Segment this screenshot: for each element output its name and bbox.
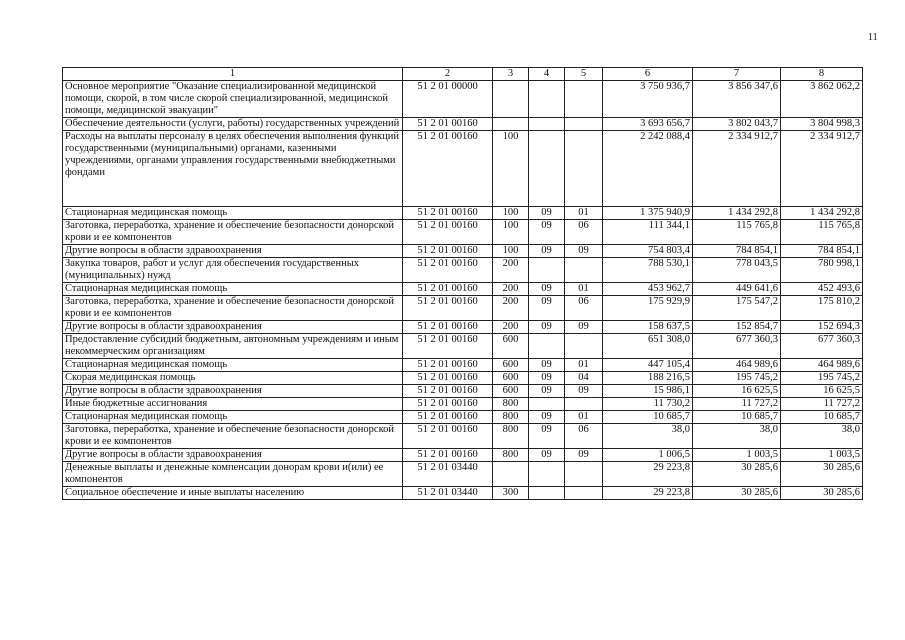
header-cell: 7 [693, 68, 781, 81]
row-value-cell: 3 693 656,7 [603, 118, 693, 131]
row-value-cell: 115 765,8 [693, 220, 781, 245]
row-name-cell: Заготовка, переработка, хранение и обеспечение безопасности донорской крови и ее компонентов [63, 424, 403, 449]
row-code-cell: 51 2 01 00160 [403, 385, 493, 398]
table-row [63, 296, 863, 321]
row-pr-cell: 06 [565, 424, 603, 449]
row-pr-cell: 09 [565, 321, 603, 334]
row-value-cell: 464 989,6 [693, 359, 781, 372]
row-value-cell: 453 962,7 [603, 283, 693, 296]
row-code-cell: 51 2 01 03440 [403, 462, 493, 487]
row-code-cell: 51 2 01 00160 [403, 411, 493, 424]
row-rz-cell [529, 334, 565, 359]
row-value-cell: 780 998,1 [781, 258, 863, 283]
row-name-cell: Социальное обеспечение и иные выплаты населению [63, 487, 403, 500]
row-pr-cell: 01 [565, 359, 603, 372]
table-row [63, 462, 863, 487]
row-name-cell: Стационарная медицинская помощь [63, 411, 403, 424]
row-name-cell: Другие вопросы в области здравоохранения [63, 245, 403, 258]
row-vr-cell: 100 [493, 220, 529, 245]
row-rz-cell: 09 [529, 283, 565, 296]
row-code-cell: 51 2 01 00160 [403, 372, 493, 385]
row-value-cell: 2 334 912,7 [781, 131, 863, 207]
row-value-cell: 464 989,6 [781, 359, 863, 372]
row-code-cell: 51 2 01 00160 [403, 258, 493, 283]
table-row [63, 283, 863, 296]
row-value-cell: 778 043,5 [693, 258, 781, 283]
row-name-cell: Иные бюджетные ассигнования [63, 398, 403, 411]
row-value-cell: 15 986,1 [603, 385, 693, 398]
row-value-cell: 1 434 292,8 [781, 207, 863, 220]
row-rz-cell [529, 398, 565, 411]
row-value-cell: 1 375 940,9 [603, 207, 693, 220]
row-name-cell: Расходы на выплаты персоналу в целях обеспечения выполнения функций государственными (муниципальными) органами, казенными учреждениями, органами управления государственными внебюджетными фондами [63, 131, 403, 207]
row-pr-cell [565, 131, 603, 207]
row-vr-cell: 100 [493, 131, 529, 207]
row-value-cell: 11 730,2 [603, 398, 693, 411]
header-cell: 4 [529, 68, 565, 81]
row-value-cell: 38,0 [781, 424, 863, 449]
table-row [63, 220, 863, 245]
table-row [63, 334, 863, 359]
table-row [63, 118, 863, 131]
row-name-cell: Стационарная медицинская помощь [63, 207, 403, 220]
row-rz-cell: 09 [529, 372, 565, 385]
row-value-cell: 788 530,1 [603, 258, 693, 283]
header-cell: 1 [63, 68, 403, 81]
header-cell: 6 [603, 68, 693, 81]
row-vr-cell: 800 [493, 449, 529, 462]
row-value-cell: 175 929,9 [603, 296, 693, 321]
row-code-cell: 51 2 01 00160 [403, 424, 493, 449]
row-value-cell: 38,0 [693, 424, 781, 449]
row-rz-cell: 09 [529, 321, 565, 334]
row-pr-cell: 09 [565, 245, 603, 258]
table-row [63, 258, 863, 283]
header-cell: 2 [403, 68, 493, 81]
row-code-cell: 51 2 01 00160 [403, 359, 493, 372]
row-value-cell: 11 727,2 [781, 398, 863, 411]
row-value-cell: 10 685,7 [603, 411, 693, 424]
row-vr-cell [493, 462, 529, 487]
table-row [63, 449, 863, 462]
row-rz-cell: 09 [529, 220, 565, 245]
row-value-cell: 11 727,2 [693, 398, 781, 411]
row-value-cell: 175 547,2 [693, 296, 781, 321]
row-value-cell: 30 285,6 [693, 487, 781, 500]
row-code-cell: 51 2 01 00160 [403, 449, 493, 462]
row-pr-cell: 01 [565, 411, 603, 424]
row-pr-cell: 09 [565, 385, 603, 398]
row-value-cell: 29 223,8 [603, 462, 693, 487]
row-pr-cell [565, 487, 603, 500]
table-row [63, 81, 863, 118]
row-rz-cell [529, 118, 565, 131]
row-name-cell: Закупка товаров, работ и услуг для обеспечения государственных (муниципальных) нужд [63, 258, 403, 283]
row-value-cell: 651 308,0 [603, 334, 693, 359]
row-rz-cell: 09 [529, 296, 565, 321]
row-value-cell: 115 765,8 [781, 220, 863, 245]
header-cell: 3 [493, 68, 529, 81]
row-rz-cell: 09 [529, 245, 565, 258]
row-value-cell: 195 745,2 [693, 372, 781, 385]
table-row [63, 411, 863, 424]
row-value-cell: 10 685,7 [781, 411, 863, 424]
row-code-cell: 51 2 01 00000 [403, 81, 493, 118]
row-rz-cell: 09 [529, 411, 565, 424]
table-body [63, 81, 863, 500]
row-pr-cell: 01 [565, 207, 603, 220]
row-value-cell: 16 625,5 [781, 385, 863, 398]
row-vr-cell: 100 [493, 245, 529, 258]
row-name-cell: Стационарная медицинская помощь [63, 283, 403, 296]
row-code-cell: 51 2 01 03440 [403, 487, 493, 500]
row-value-cell: 152 854,7 [693, 321, 781, 334]
row-code-cell: 51 2 01 00160 [403, 334, 493, 359]
row-rz-cell: 09 [529, 207, 565, 220]
row-rz-cell [529, 131, 565, 207]
row-vr-cell: 200 [493, 283, 529, 296]
row-vr-cell: 600 [493, 359, 529, 372]
row-vr-cell: 800 [493, 424, 529, 449]
row-name-cell: Другие вопросы в области здравоохранения [63, 385, 403, 398]
row-name-cell: Заготовка, переработка, хранение и обеспечение безопасности донорской крови и ее компонентов [63, 296, 403, 321]
row-vr-cell: 200 [493, 321, 529, 334]
header-cell: 8 [781, 68, 863, 81]
table-row [63, 424, 863, 449]
row-name-cell: Основное мероприятие "Оказание специализированной медицинской помощи, скорой, в том числе скорой специализированной, медицинской помощи, медицинской эвакуации" [63, 81, 403, 118]
row-pr-cell [565, 258, 603, 283]
row-code-cell: 51 2 01 00160 [403, 220, 493, 245]
row-value-cell: 175 810,2 [781, 296, 863, 321]
row-vr-cell: 800 [493, 411, 529, 424]
row-code-cell: 51 2 01 00160 [403, 398, 493, 411]
row-pr-cell [565, 398, 603, 411]
table-row [63, 207, 863, 220]
row-vr-cell: 100 [493, 207, 529, 220]
row-code-cell: 51 2 01 00160 [403, 245, 493, 258]
row-code-cell: 51 2 01 00160 [403, 118, 493, 131]
table-row [63, 487, 863, 500]
table-row [63, 245, 863, 258]
table-row [63, 321, 863, 334]
table-row [63, 359, 863, 372]
row-value-cell: 30 285,6 [693, 462, 781, 487]
table-row [63, 131, 863, 207]
row-code-cell: 51 2 01 00160 [403, 207, 493, 220]
row-rz-cell: 09 [529, 449, 565, 462]
row-value-cell: 3 802 043,7 [693, 118, 781, 131]
row-value-cell: 2 334 912,7 [693, 131, 781, 207]
row-value-cell: 784 854,1 [781, 245, 863, 258]
row-value-cell: 188 216,5 [603, 372, 693, 385]
row-pr-cell: 01 [565, 283, 603, 296]
row-name-cell: Другие вопросы в области здравоохранения [63, 449, 403, 462]
row-rz-cell: 09 [529, 359, 565, 372]
row-value-cell: 3 750 936,7 [603, 81, 693, 118]
row-pr-cell: 06 [565, 220, 603, 245]
row-name-cell: Другие вопросы в области здравоохранения [63, 321, 403, 334]
row-value-cell: 3 862 062,2 [781, 81, 863, 118]
row-name-cell: Заготовка, переработка, хранение и обеспечение безопасности донорской крови и ее компонентов [63, 220, 403, 245]
row-value-cell: 677 360,3 [781, 334, 863, 359]
row-value-cell: 449 641,6 [693, 283, 781, 296]
row-rz-cell [529, 258, 565, 283]
row-code-cell: 51 2 01 00160 [403, 283, 493, 296]
row-rz-cell: 09 [529, 385, 565, 398]
row-vr-cell [493, 118, 529, 131]
row-name-cell: Денежные выплаты и денежные компенсации донорам крови и(или) ее компонентов [63, 462, 403, 487]
row-vr-cell: 800 [493, 398, 529, 411]
row-value-cell: 29 223,8 [603, 487, 693, 500]
row-name-cell: Обеспечение деятельности (услуги, работы) государственных учреждений [63, 118, 403, 131]
row-value-cell: 3 856 347,6 [693, 81, 781, 118]
row-pr-cell [565, 334, 603, 359]
row-pr-cell [565, 462, 603, 487]
row-code-cell: 51 2 01 00160 [403, 321, 493, 334]
row-rz-cell [529, 462, 565, 487]
row-value-cell: 38,0 [603, 424, 693, 449]
table-row [63, 398, 863, 411]
row-value-cell: 30 285,6 [781, 462, 863, 487]
row-rz-cell [529, 81, 565, 118]
page-number: 11 [868, 32, 878, 43]
table-row [63, 385, 863, 398]
row-value-cell: 158 637,5 [603, 321, 693, 334]
row-pr-cell [565, 118, 603, 131]
row-pr-cell [565, 81, 603, 118]
row-value-cell: 30 285,6 [781, 487, 863, 500]
header-cell: 5 [565, 68, 603, 81]
row-code-cell: 51 2 01 00160 [403, 131, 493, 207]
row-value-cell: 677 360,3 [693, 334, 781, 359]
row-value-cell: 16 625,5 [693, 385, 781, 398]
budget-table [62, 67, 863, 500]
row-value-cell: 447 105,4 [603, 359, 693, 372]
row-value-cell: 111 344,1 [603, 220, 693, 245]
row-vr-cell: 200 [493, 258, 529, 283]
row-rz-cell [529, 487, 565, 500]
row-value-cell: 754 803,4 [603, 245, 693, 258]
row-vr-cell: 300 [493, 487, 529, 500]
row-value-cell: 1 003,5 [693, 449, 781, 462]
row-vr-cell: 600 [493, 385, 529, 398]
row-value-cell: 452 493,6 [781, 283, 863, 296]
row-vr-cell: 600 [493, 334, 529, 359]
row-value-cell: 10 685,7 [693, 411, 781, 424]
row-value-cell: 2 242 088,4 [603, 131, 693, 207]
table-row [63, 372, 863, 385]
row-value-cell: 3 804 998,3 [781, 118, 863, 131]
row-code-cell: 51 2 01 00160 [403, 296, 493, 321]
table-header-row [63, 68, 863, 81]
row-value-cell: 1 006,5 [603, 449, 693, 462]
row-name-cell: Скорая медицинская помощь [63, 372, 403, 385]
row-value-cell: 1 003,5 [781, 449, 863, 462]
row-pr-cell: 04 [565, 372, 603, 385]
row-name-cell: Стационарная медицинская помощь [63, 359, 403, 372]
row-rz-cell: 09 [529, 424, 565, 449]
row-vr-cell: 200 [493, 296, 529, 321]
row-value-cell: 1 434 292,8 [693, 207, 781, 220]
row-vr-cell [493, 81, 529, 118]
row-vr-cell: 600 [493, 372, 529, 385]
row-value-cell: 152 694,3 [781, 321, 863, 334]
row-value-cell: 784 854,1 [693, 245, 781, 258]
row-name-cell: Предоставление субсидий бюджетным, автономным учреждениям и иным некоммерческим организациям [63, 334, 403, 359]
row-value-cell: 195 745,2 [781, 372, 863, 385]
row-pr-cell: 06 [565, 296, 603, 321]
row-pr-cell: 09 [565, 449, 603, 462]
